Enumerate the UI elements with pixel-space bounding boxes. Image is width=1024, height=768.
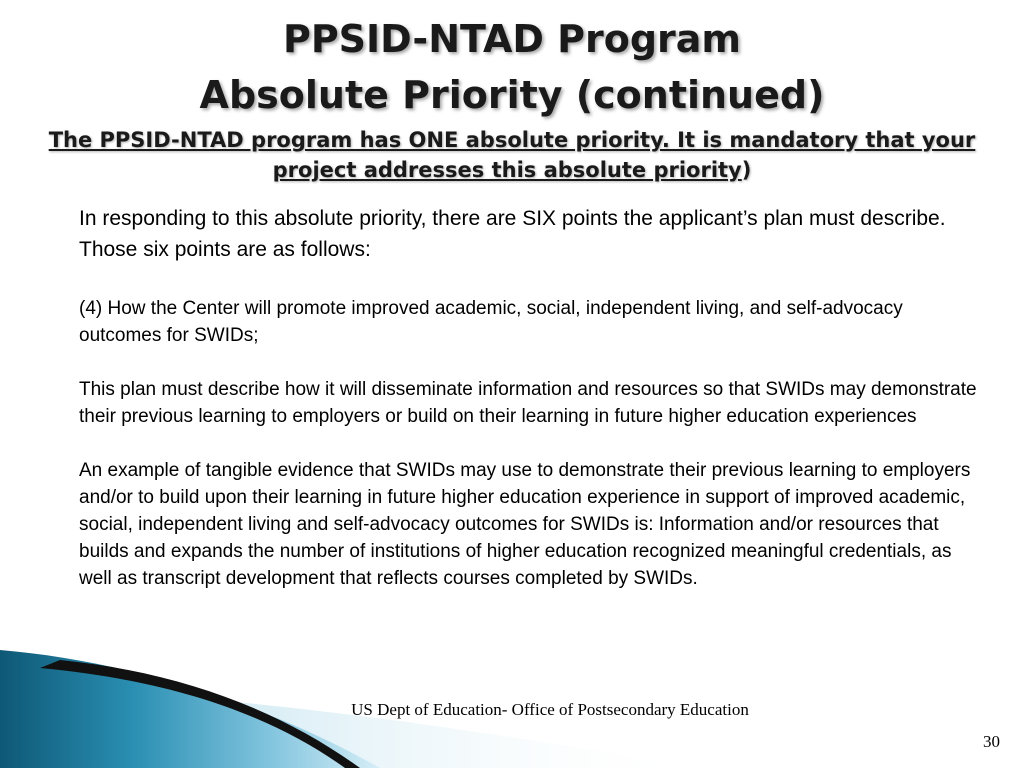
- slide-title-line-2: Absolute Priority (continued): [199, 73, 825, 117]
- example-paragraph: An example of tangible evidence that SWIDs may use to demonstrate their previous learning to employers and/or to build upon their learning in future higher education experience in support of improved academic, social, independent living and self-advocacy outcomes for SWIDs is: Information and/or resources that builds and expands the number of institutions of higher education recognized meaningful credentials, as well as transcript development that reflects courses completed by SWIDs.: [79, 460, 971, 589]
- slide-body: [79, 203, 979, 619]
- point-four-paragraph: (4) How the Center will promote improved academic, social, independent living, and self-advocacy outcomes for SWIDs;: [79, 298, 903, 346]
- page-number: 30: [983, 732, 1000, 751]
- subtitle-closing-paren: ): [741, 158, 752, 182]
- slide-title-line-1: PPSID-NTAD Program: [282, 17, 742, 61]
- subtitle-underlined-text: The PPSID-NTAD program has ONE absolute priority. It is mandatory that your project addresses this absolute priority: [48, 128, 976, 182]
- slide-footer: US Dept of Education- Office of Postsecondary Education: [351, 700, 749, 719]
- plan-paragraph: This plan must describe how it will disseminate information and resources so that SWIDs may demonstrate their previous learning to employers or build on their learning in future higher education experiences: [79, 379, 977, 427]
- intro-paragraph: In responding to this absolute priority, there are SIX points the applicant’s plan must describe. Those six points are as follows:: [79, 207, 946, 261]
- slide-subtitle: [30, 125, 994, 185]
